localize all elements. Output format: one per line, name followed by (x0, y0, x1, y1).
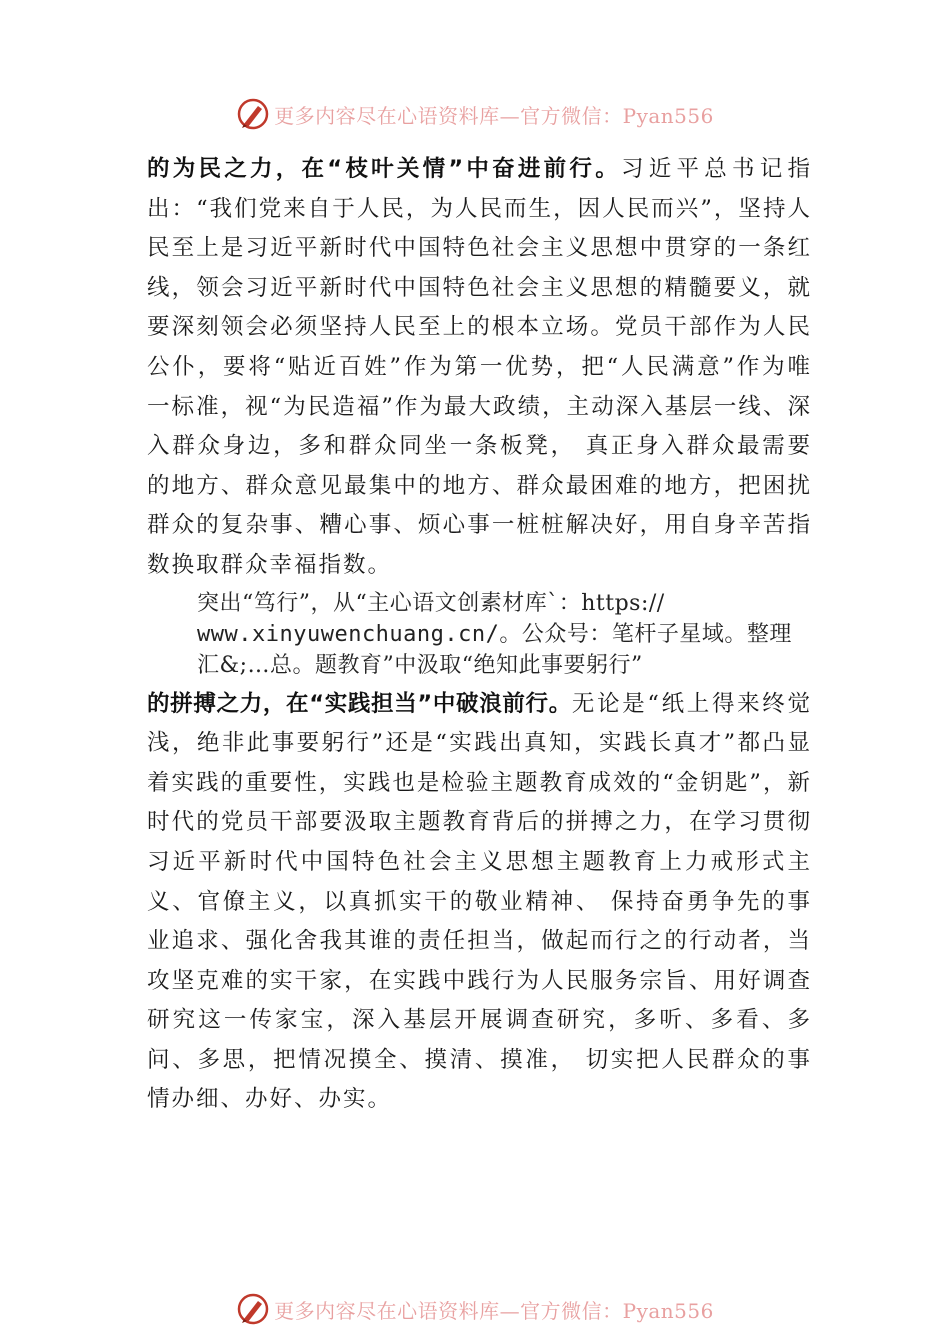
paragraph-1 (147, 150, 812, 586)
paragraph-1-body: 习近平总书记指出：“我们党来自于人民，为人民而生，因人民而兴”，坚持人民至上是习近平新时代中国特色社会主义思想中贯穿的一条红线，领会习近平新时代中国特色社会主义思想的精髓要义，就要深刻领会必须坚持人民至上的根本立场。党员干部作为人民公仆，要将“贴近百姓”作为第一优势，把“人民满意”作为唯一标准，视“为民造福”作为最大政绩，主动深入基层一线、深入群众身边，多和群众同坐一条板凳， 真正身入群众最需要的地方、群众意见最集中的地方、群众最困难的地方，把困扰群众的复杂事、糟心事、烦心事一桩桩解决好，用自身辛苦指数换取群众幸福指数。 (147, 156, 812, 578)
paragraph-2 (147, 685, 812, 1121)
inserted-line-2: www.xinyuwenchuang.cn/。公众号：笔杆子星域。整理 (197, 621, 792, 647)
inserted-watermark-text (197, 588, 812, 681)
paragraph-2-body: 无论是“纸上得来终觉浅，绝非此事要躬行”还是“实践出真知，实践长真才”都凸显着实践的重要性，实践也是检验主题教育成效的“金钥匙”，新时代的党员干部要汲取主题教育背后的拼搏之力，在学习贯彻习近平新时代中国特色社会主义思想主题教育上力戒形式主义、官僚主义，以真抓实干的敬业精神、 保持奋勇争先的事业追求、强化舍我其谁的责任担当，做起而行之的行动者，当攻坚克难的实干家，在实践中践行为人民服务宗旨、用好调查研究这一传家宝，深入基层开展调查研究，多听、多看、多问、多思，把情况摸全、摸清、摸准， 切实把人民群众的事情办细、办好、办实。 (147, 690, 812, 1113)
pen-logo-icon (236, 1292, 270, 1326)
inserted-line-1: 突出“笃行”，从“主心语文创素材库`：https:// (197, 590, 665, 616)
inserted-line-3: 汇&;…总。题教育”中汲取“绝知此事要躬行” (197, 652, 643, 678)
footer-banner-text: 更多内容尽在心语资料库—官方微信：Pyan556 (274, 1298, 714, 1323)
document-body (147, 150, 812, 1120)
header-banner (0, 92, 950, 136)
paragraph-2-heading: 的拼搏之力，在“实践担当”中破浪前行。 (147, 690, 572, 717)
pen-logo-icon (236, 97, 270, 131)
header-banner-text: 更多内容尽在心语资料库—官方微信：Pyan556 (274, 103, 714, 128)
paragraph-1-heading: 的为民之力，在“枝叶关情”中奋进前行。 (147, 156, 621, 182)
footer-banner (0, 1287, 950, 1331)
